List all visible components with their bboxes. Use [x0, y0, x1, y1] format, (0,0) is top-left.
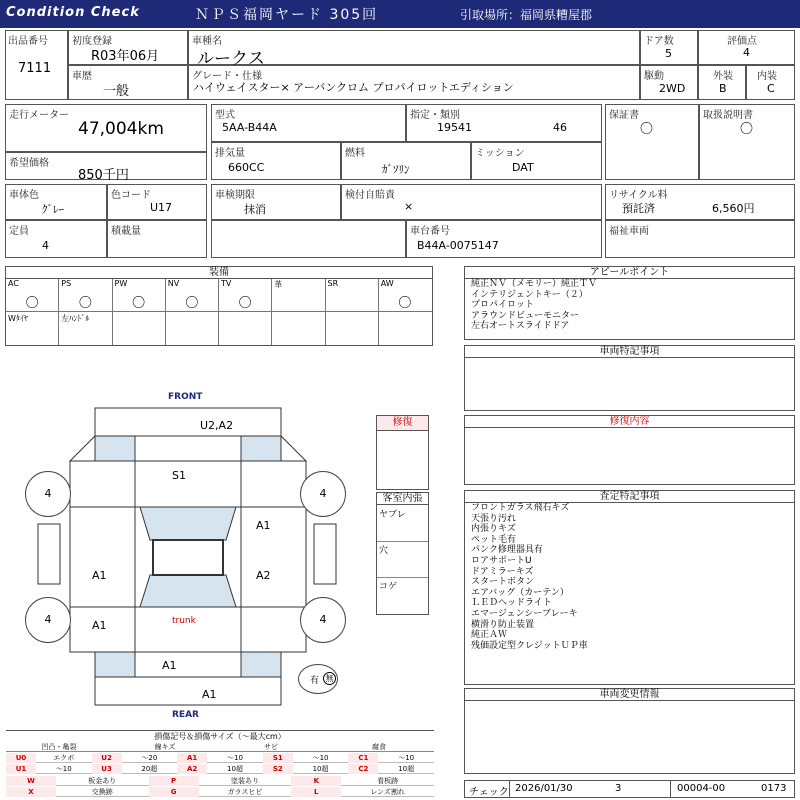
grade-value: ハイウェイスター× アーバンクロム プロパイロットエディション [193, 81, 514, 94]
car-diagram: FRONT 4 4 4 4 U2,A2 S1 A1 A1 A2 A1 trunk A1 A1 有 無 REAR [0, 385, 376, 720]
damage-legend [0, 742, 440, 798]
legend-desc: ～10 [398, 754, 415, 762]
legend-desc: 塗装あり [230, 777, 259, 785]
legend-header: 凹凸・亀裂 [6, 742, 112, 752]
equip-label: PW [114, 279, 128, 288]
equip-label: AC [8, 279, 19, 288]
equip-mark: 〇 [185, 296, 199, 311]
equip-extra-cell [219, 312, 272, 345]
legend-row [6, 787, 434, 797]
legend-code: X [6, 787, 56, 797]
note-line: 左右オートスライドドア [471, 321, 570, 331]
price-value: 850千円 [78, 168, 129, 183]
note-line: スタートボタン [471, 577, 535, 588]
legend-row [6, 764, 434, 774]
legend-code: U1 [6, 764, 36, 774]
note-line: 内張りキズ [471, 524, 516, 535]
tire-front-left: 4 [25, 471, 71, 517]
change-info-panel: 車両変更情報 [464, 688, 795, 774]
price-cell: 希望価格 850千円 [5, 152, 207, 180]
legend-desc: ～10 [55, 765, 72, 773]
legend-header: 腐食 [324, 742, 434, 752]
equip-aw [379, 279, 432, 312]
color-cell: 車体色 ｸﾞﾚｰ [5, 184, 107, 220]
type-cell: 型式 5AA-B44A [211, 104, 406, 142]
tire-rear-right: 4 [300, 597, 346, 643]
note-line: エアバッグ（カーテン） [471, 587, 569, 598]
history-value: 一般 [103, 84, 130, 99]
note-line: 残価設定型クレジットＵＰ車 [471, 640, 588, 651]
legend-code: S1 [263, 753, 293, 763]
equip-sr [326, 279, 379, 312]
equip-extra-cell [379, 312, 432, 345]
legend-code: U0 [6, 753, 36, 763]
note-line: ドアミラーキズ [471, 566, 534, 577]
equip-mark: 〇 [132, 296, 146, 311]
note-line: 純正ＡＷ [471, 630, 508, 641]
spare-tire: 有 無 [298, 664, 338, 694]
equip-extra-label: Wﾀｲﾔ [8, 314, 28, 323]
legend-desc: 交換跡 [91, 788, 113, 796]
spec-cell: 指定・類別 19541 46 [406, 104, 602, 142]
first-reg-cell: 初度登録 R03年06月 [68, 30, 188, 65]
car-name-cell: 車種名 ルークス [188, 30, 640, 65]
score-value: 4 [743, 46, 750, 59]
legend-code: L [291, 787, 341, 797]
legend-desc: ～10 [312, 754, 329, 762]
note-line: アラウンドビューモニター [471, 310, 580, 321]
equip-mark: 〇 [238, 296, 252, 311]
repair-panel: 修復 [376, 415, 429, 490]
recycle-cell: リサイクル料 預託済 6,560円 [605, 184, 795, 220]
equip-extra-cell [272, 312, 325, 345]
drive-cell: 駆動 2WD [640, 65, 698, 100]
legend-code: U2 [92, 753, 122, 763]
legend-desc: 10超 [398, 765, 415, 773]
manual-cell: 取扱説明書 〇 [699, 104, 795, 180]
appeal-panel: アピールポイント 純正ＮＶ（メモリー）純正ＴＶ インテリジェントキー（２） プロパイロット アラウンドビューモニター 左右オートスライドドア [464, 266, 795, 340]
note-line: ペット毛有 [471, 534, 517, 545]
equip-pw [113, 279, 166, 312]
equip-ac [6, 279, 59, 312]
equip-label: SR [327, 279, 339, 288]
displacement-cell: 排気量 660CC [211, 142, 341, 180]
legend-desc: 看板跡 [377, 777, 399, 785]
note-line: エマージェンシーブレーキ [471, 608, 578, 619]
pickup-location: 引取場所：福岡県糟屋郡 [460, 8, 593, 22]
equip-label: 革 [274, 280, 283, 289]
insurance-cell: 検付自賠責 × [341, 184, 602, 220]
equip-extra-label: 左ﾊﾝﾄﾞﾙ [61, 314, 90, 323]
legend-desc: ～20 [141, 754, 158, 762]
legend-desc: レンズ割れ [370, 788, 405, 796]
note-line: 純正ＮＶ（メモリー）純正ＴＶ [471, 279, 598, 289]
equip-ps [59, 279, 112, 312]
page-header [0, 0, 800, 28]
welfare-cell: 福祉車両 [605, 220, 795, 258]
legend-code: U3 [92, 764, 122, 774]
equip-label: AW [380, 279, 394, 288]
int-cell: 内装 C [746, 65, 795, 100]
legend-desc: ガラスヒビ [227, 788, 263, 796]
score-cell: 評価点 4 [698, 30, 795, 65]
note-line: ロアサポートU [471, 555, 532, 566]
note-line: インテリジェントキー（２） [471, 289, 588, 300]
legend-code: W [6, 776, 56, 786]
legend-desc: 板金あり [88, 777, 117, 785]
legend-code: G [149, 787, 199, 797]
tire-front-right: 4 [300, 471, 346, 517]
note-line: フロントガラス飛石キズ [471, 503, 570, 513]
legend-desc: ～10 [227, 754, 243, 762]
equip-mark: 〇 [78, 296, 92, 311]
equip-extra-cell [6, 312, 59, 345]
auction-title: ＮＰＳ福岡ヤード 305回 [195, 7, 379, 23]
note-line: 天張り汚れ [471, 513, 517, 524]
legend-code: A1 [177, 753, 207, 763]
warranty-cell: 保証書 〇 [605, 104, 699, 180]
doors-cell: ドア数 5 [640, 30, 698, 65]
blank-cell [211, 220, 406, 258]
equip-label: PS [61, 279, 72, 288]
legend-desc: 20超 [141, 765, 158, 773]
legend-row [6, 776, 434, 786]
legend-desc: 10超 [312, 765, 329, 773]
form-title: Condition Check [6, 5, 140, 20]
note-line: 横滑り防止装置 [471, 619, 535, 630]
ext-cell: 外装 B [698, 65, 746, 100]
legend-row [6, 753, 434, 763]
inspection-cell: 車検期限 抹消 [211, 184, 341, 220]
mileage-value: 47,004km [78, 119, 164, 139]
note-line: ＬＥＤヘッドライト [471, 598, 552, 609]
legend-code: C1 [348, 753, 378, 763]
note-line: プロパイロット [471, 300, 534, 310]
footer-bar: チェック 2026/01/30 3 00004-00 0173 [464, 780, 795, 798]
repair-detail-panel: 修復内容 [464, 415, 795, 485]
equip-mark: 〇 [398, 296, 412, 311]
legend-title: 損傷記号＆損傷サイズ（～最大cm） [6, 730, 434, 742]
color-code-cell: 色コード U17 [107, 184, 207, 220]
mileage-cell: 走行メーター 47,004km [5, 104, 207, 152]
equip-nv [166, 279, 219, 312]
equip-extra-cell [166, 312, 219, 345]
legend-desc: エクボ [53, 754, 75, 762]
legend-code: C2 [348, 764, 378, 774]
history-cell: 車歴 一般 [68, 65, 188, 100]
load-cell: 積載量 [107, 220, 207, 258]
note-line: パンク修理器具有 [471, 545, 543, 556]
legend-header: 線キズ [112, 742, 218, 752]
mission-cell: ミッション DAT [471, 142, 602, 180]
legend-code: A2 [177, 764, 207, 774]
equip-mark: 〇 [25, 296, 39, 311]
equip-extra-cell [326, 312, 379, 345]
legend-code: P [149, 776, 199, 786]
inspection-notes-panel: 査定特記事項 フロントガラス飛石キズ 天張り汚れ 内張りキズ ペット毛有 パンク修理器具有 ロアサポートU ドアミラーキズ スタートボタン エアバッグ（カーテン） ＬＥＤヘッドライト エマージェンシーブレーキ 横滑り防止装置 純正ＡＷ 残価設定型クレジットＵＰ車 [464, 490, 795, 685]
special-notes-panel: 車両特記事項 [464, 345, 795, 411]
equip-label: NV [167, 279, 180, 288]
equip-tv [219, 279, 272, 312]
legend-code: S2 [263, 764, 293, 774]
equip-label: TV [221, 279, 232, 288]
fuel-cell: 燃料 ｶﾞｿﾘﾝ [341, 142, 471, 180]
tire-rear-left: 4 [25, 597, 71, 643]
capacity-cell: 定員 4 [5, 220, 107, 258]
legend-code: K [291, 776, 341, 786]
interior-panel: 客室内張 ヤブレ 穴 コゲ [376, 492, 429, 615]
grade-cell: グレード・仕様 ハイウェイスター× アーバンクロム プロパイロットエディション [188, 65, 640, 100]
lot-cell: 出品番号 7111 [5, 30, 68, 100]
car-name: ルークス [197, 49, 265, 69]
equip-革 [272, 279, 325, 312]
equip-extra-cell [59, 312, 112, 345]
chassis-cell: 車台番号 B44A-0075147 [406, 220, 602, 258]
equip-extra-cell [113, 312, 166, 345]
legend-desc: 10超 [227, 765, 243, 773]
first-registration: R03年06月 [91, 49, 160, 64]
lot-number: 7111 [18, 61, 52, 76]
legend-header: サビ [218, 742, 324, 752]
equipment-panel: 装備 AC 〇 Wﾀｲﾔ PS 〇 左ﾊﾝﾄﾞﾙ PW 〇 NV 〇 TV 〇 革 SR AW 〇 [5, 266, 433, 346]
spare-mark-icon: 無 [323, 672, 336, 685]
